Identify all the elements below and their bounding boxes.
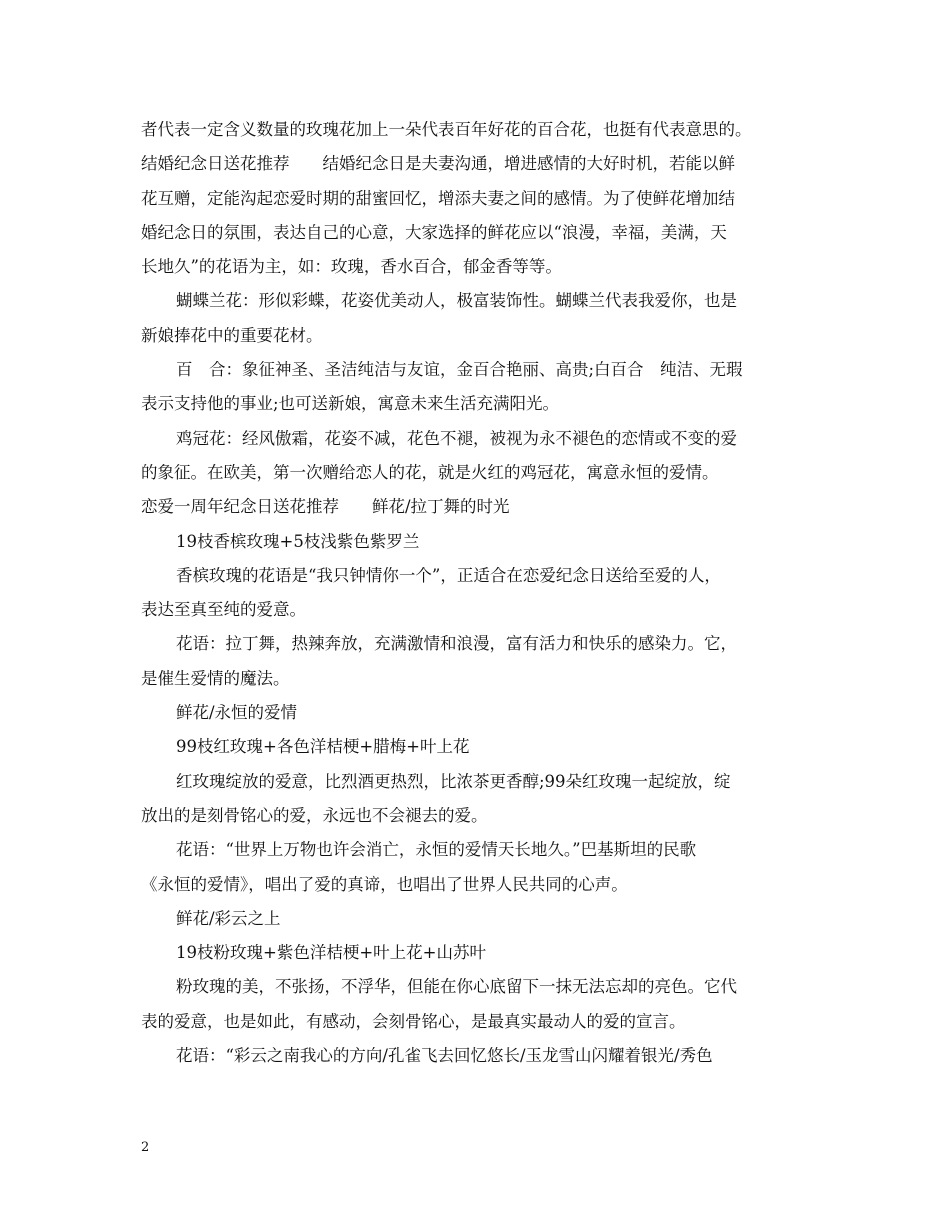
text-line: 新娘捧花中的重要花材。: [141, 325, 323, 345]
text-line: 婚纪念日的氛围，表达自己的心意，大家选择的鲜花应以“浪漫，幸福，美满，天: [141, 222, 727, 242]
text-line: 花语：“彩云之南我心的方向/孔雀飞去回忆悠长/玉龙雪山闪耀着银光/秀色: [176, 1046, 713, 1066]
text-line: 鸡冠花：经风傲霜，花姿不减，花色不褪，被视为永不褪色的恋情或不变的爱: [176, 428, 737, 448]
text-line: 是催生爱情的魔法。: [141, 668, 290, 688]
text-line: 鲜花/彩云之上: [176, 908, 281, 928]
text-line: 表示支持他的事业;也可送新娘，寓意未来生活充满阳光。: [141, 394, 560, 414]
text-line: 蝴蝶兰花：形似彩蝶，花姿优美动人，极富装饰性。蝴蝶兰代表我爱你，也是: [176, 291, 737, 311]
text-line: 花语：拉丁舞，热辣奔放，充满激情和浪漫，富有活力和快乐的感染力。它，: [176, 634, 737, 654]
text-line: 花互赠，定能沟起恋爱时期的甜蜜回忆，增添夫妻之间的感情。为了使鲜花增加结: [141, 188, 735, 208]
text-line: 长地久”的花语为主，如：玫瑰，香水百合，郁金香等等。: [141, 257, 562, 277]
text-line: 恋爱一周年纪念日送花推荐 鲜花/拉丁舞的时光: [141, 497, 510, 517]
text-line: 19枝香槟玫瑰+5枝浅紫色紫罗兰: [176, 531, 420, 551]
text-line: 红玫瑰绽放的爱意，比烈酒更热烈，比浓茶更香醇;99朵红玫瑰一起绽放，绽: [176, 771, 731, 791]
text-line: 粉玫瑰的美，不张扬，不浮华，但能在你心底留下一抹无法忘却的亮色。它代: [176, 977, 737, 997]
text-line: 19枝粉玫瑰+紫色洋桔梗+叶上花+山苏叶: [176, 943, 486, 963]
text-line: 花语：“世界上万物也许会消亡，永恒的爱情天长地久。”巴基斯坦的民歌: [176, 840, 697, 860]
text-line: 鲜花/永恒的爱情: [176, 703, 298, 723]
text-line: 表达至真至纯的爱意。: [141, 600, 306, 620]
page-number: 2: [141, 1140, 150, 1155]
text-line: 百 合：象征神圣、圣洁纯洁与友谊，金百合艳丽、高贵;白百合 纯洁、无瑕: [176, 360, 743, 380]
text-line: 者代表一定含义数量的玫瑰花加上一朵代表百年好花的百合花，也挺有代表意思的。: [141, 120, 752, 139]
text-line: 香槟玫瑰的花语是“我只钟情你一个”，正适合在恋爱纪念日送给至爱的人，: [176, 565, 721, 585]
document-body: [141, 113, 813, 1073]
text-line: 放出的是刻骨铭心的爱，永远也不会褪去的爱。: [141, 805, 488, 825]
text-line: 结婚纪念日送花推荐 结婚纪念日是夫妻沟通，增进感情的大好时机，若能以鲜: [141, 154, 735, 174]
text-line: 《永恒的爱情》，唱出了爱的真谛，也唱出了世界人民共同的心声。: [141, 874, 628, 894]
text-line: 表的爱意，也是如此，有感动，会刻骨铭心，是最真实最动人的爱的宣言。: [141, 1011, 686, 1031]
text-line: 的象征。在欧美，第一次赠给恋人的花，就是火红的鸡冠花，寓意永恒的爱情。: [141, 462, 719, 482]
text-line: 99枝红玫瑰+各色洋桔梗+腊梅+叶上花: [176, 737, 470, 757]
